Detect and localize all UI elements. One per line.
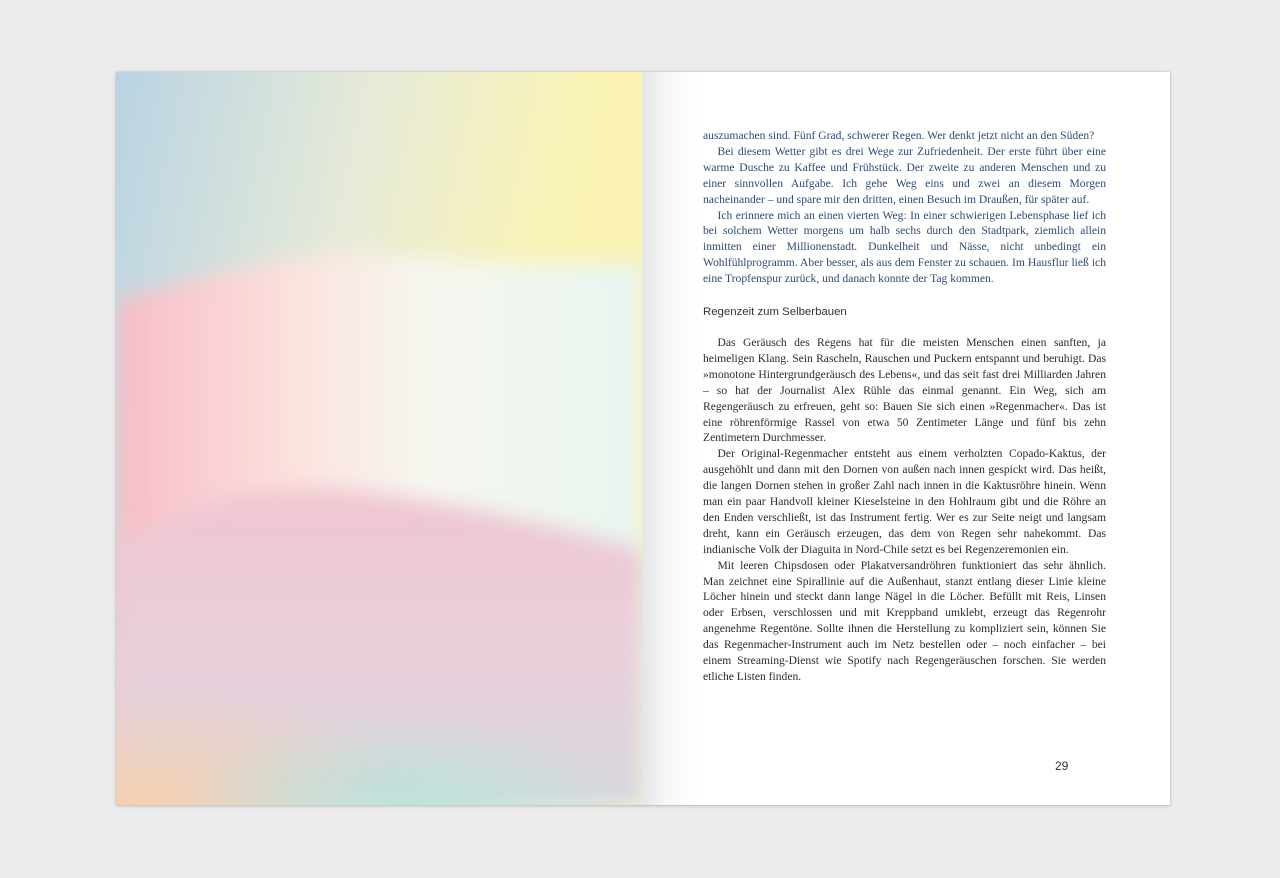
open-book [116,72,1170,805]
page-number: 29 [1055,759,1069,773]
section-heading: Regenzeit zum Selberbauen [703,306,847,319]
left-page-gradient-illustration [116,72,642,805]
paragraph: Bei diesem Wetter gibt es drei Wege zur Zufriedenheit. Der erste führt über eine warme Dusche zu Kaffee und Frühstück. Der zweite zu anderen Menschen und zu einer sinnvollen Aufgabe. Ich gehe Weg eins und zwei an diesem Morgen nacheinander – und spare mir den dritten, einen Besuch im Draußen, für später auf. [703,144,1106,206]
paragraph: Ich erinnere mich an einen vierten Weg: In einer schwierigen Lebensphase lief ich bei solchem Wetter morgens um halb sechs durch den Stadtpark, ziemlich allein inmitten einer Millionenstadt. Dunkelheit und Nässe, nicht unbedingt ein Wohlfühlprogramm. Aber besser, als aus dem Fenster zu schauen. Im Hausflur ließ ich eine Tropfenspur zurück, und danach konnte der Tag kommen. [703,208,1106,286]
pastel-gradient-artwork [116,72,642,805]
paragraph: auszumachen sind. Fünf Grad, schwerer Regen. Wer denkt jetzt nicht an den Süden? [703,129,1095,142]
paragraph: Mit leeren Chipsdosen oder Plakatversandröhren funktioniert das sehr ähnlich. Man zeichnet eine Spirallinie auf die Außenhaut, stanzt entlang dieser Linie kleine Löcher hinein und steckt dann lange Nägel in die Löcher. Befüllt mit Reis, Linsen oder Erbsen, verschlossen und mit Kreppband umklebt, erzeugt das Regenrohr angenehme Regentöne. Sollte ihnen die Herstellung zu kompliziert sein, können Sie das Regenmacher-Instrument auch im Netz bestellen oder – noch einfacher – bei einem Streaming-Dienst wie Spotify nach Regengeräuschen forschen. Sie werden etliche Listen finden. [703,558,1106,683]
paragraph: Das Geräusch des Regens hat für die meisten Menschen einen sanften, ja heimeligen Klang. Sein Rascheln, Rauschen und Puckern entspannt und beruhigt. Das »monotone Hintergrundgeräusch des Lebens«, und das seit fast drei Milliarden Jahren – so hat der Journalist Alex Rühle das einmal genannt. Ein Weg, sich am Regengeräusch zu erfreuen, geht so: Bauen Sie sich einen »Regenmacher«. Das ist eine röhrenförmige Rassel von etwa 50 Zentimeter Länge und fünf bis zehn Zentimetern Durchmesser. [703,335,1106,445]
right-page [642,72,1170,805]
page-text [703,128,1106,685]
paragraph: Der Original-Regenmacher entsteht aus einem verholzten Copado-Kaktus, der ausgehöhlt und dann mit den Dornen von außen nach innen gespickt wird. Das heißt, die langen Dornen stehen in großer Zahl nach innen in die Kaktusröhre hinein. Wenn man ein paar Handvoll kleiner Kieselsteine in den Hohlraum gibt und die Röhre an den Enden verschließt, ist das Instrument fertig. Wer es zur Seite neigt und langsam dreht, kann ein Geräusch erzeugen, das dem von Regen sehr nahekommt. Das indianische Volk der Diaguita in Nord-Chile setzt es bei Regenzeremonien ein. [703,447,1106,556]
body-text-section [703,335,1106,685]
intro-text-section [703,128,1106,287]
gutter-shadow [642,72,702,805]
